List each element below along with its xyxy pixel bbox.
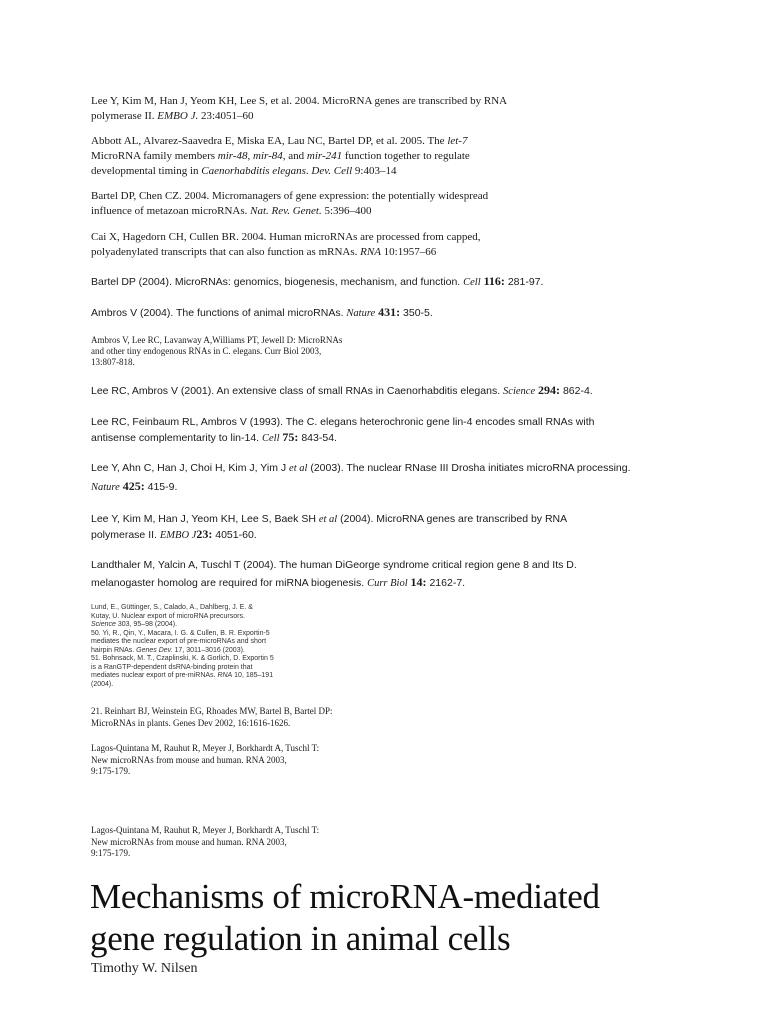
reference-lee-2004-embo-j: Lee Y, Kim M, Han J, Yeom KH, Lee S, Baek SH et al (2004). MicroRNA genes are transcribed by RNA polymerase II. EMBO J23: 4051-60. — [91, 513, 568, 541]
reference-ambros-2003-curr-biol: Ambros V, Lee RC, Lavanway A,Williams PT, Jewell D: MicroRNAs and other tiny endogenous RNAs in C. elegans. Curr Biol 2003, 13:807-818. — [91, 335, 343, 367]
reference-abbott-2005: Abbott AL, Alvarez-Saavedra E, Miska EA, Lau NC, Bartel DP, et al. 2005. The let-7 MicroRNA family members mir-48, mir-84, and mir-241 function together to regulate developmental timing in Caenorhabditis elegans. Dev. Cell 9:403–14 — [91, 135, 470, 177]
reference-bartel-2004-cell: Bartel DP (2004). MicroRNAs: genomics, biogenesis, mechanism, and function. Cell 116: 281-97. — [91, 274, 544, 288]
reference-lee-2003-nature: Lee Y, Ahn C, Han J, Choi H, Kim J, Yim J et al (2003). The nuclear RNase III Drosha initiates microRNA processing. Nature 425: 415-9. — [91, 462, 631, 493]
reference-cai-2004: Cai X, Hagedorn CH, Cullen BR. 2004. Human microRNAs are processed from capped, polyadenylated transcripts that can also function as mRNAs. RNA 10:1957–66 — [91, 231, 481, 258]
reference-lee-2004-embo: Lee Y, Kim M, Han J, Yeom KH, Lee S, et al. 2004. MicroRNA genes are transcribed by RNA polymerase II. EMBO J. 23:4051–60 — [91, 95, 508, 122]
article-author: Timothy W. Nilsen — [91, 961, 198, 976]
reference-landthaler-2004: Landthaler M, Yalcin A, Tuschl T (2004). The human DiGeorge syndrome critical region gene 8 and Its D. melanogaster homolog are required for miRNA biogenesis. Curr Biol 14: 2162-7. — [91, 559, 577, 589]
reference-bartel-chen-2004: Bartel DP, Chen CZ. 2004. Micromanagers of gene expression: the potentially widespread influence of metazoan microRNAs. Nat. Rev. Genet. 5:396–400 — [91, 190, 489, 217]
reference-reinhart-2002: 21. Reinhart BJ, Weinstein EG, Rhoades MW, Bartel B, Bartel DP: MicroRNAs in plants. Genes Dev 2002, 16:1616-1626. — [91, 706, 333, 728]
reference-lagos-quintana-2003: Lagos-Quintana M, Rauhut R, Meyer J, Borkhardt A, Tuschl T: New microRNAs from mouse and human. RNA 2003, 9:175-179. — [91, 743, 320, 776]
reference-lagos-quintana-2003-duplicate: Lagos-Quintana M, Rauhut R, Meyer J, Borkhardt A, Tuschl T: New microRNAs from mouse and human. RNA 2003, 9:175-179. — [91, 825, 320, 858]
reference-lee-1993: Lee RC, Feinbaum RL, Ambros V (1993). The C. elegans heterochronic gene lin-4 encodes small RNAs with antisense complementarity to lin-14. Cell 75: 843-54. — [91, 416, 595, 444]
reference-lund-yi-bohnsack: Lund, E., Güttinger, S., Calado, A., Dahlberg, J. E. & Kutay, U. Nuclear export of microRNA precursors. Science 303, 95–98 (2004). 50. Yi, R., Qin, Y., Macara, I. G. & Cullen, B. R. Exportin-5 mediates the nuclear export of pre-microRNAs and short hairpin RNAs. Genes Dev. 17, 3011–3016 (2003). 51. Bohnsack, M. T., Czaplinski, K. & Gorlich, D. Exportin 5 is a RanGTP-dependent dsRNA-binding protein that mediates nuclear export of pre-miRNAs. RNA 10, 185–191 (2004). — [91, 604, 274, 688]
reference-lee-ambros-2001: Lee RC, Ambros V (2001). An extensive class of small RNAs in Caenorhabditis elegans. Science 294: 862-4. — [91, 383, 593, 397]
reference-ambros-2004-nature: Ambros V (2004). The functions of animal microRNAs. Nature 431: 350-5. — [91, 305, 433, 319]
article-title: Mechanisms of microRNA-mediated gene regulation in animal cells — [90, 877, 600, 958]
